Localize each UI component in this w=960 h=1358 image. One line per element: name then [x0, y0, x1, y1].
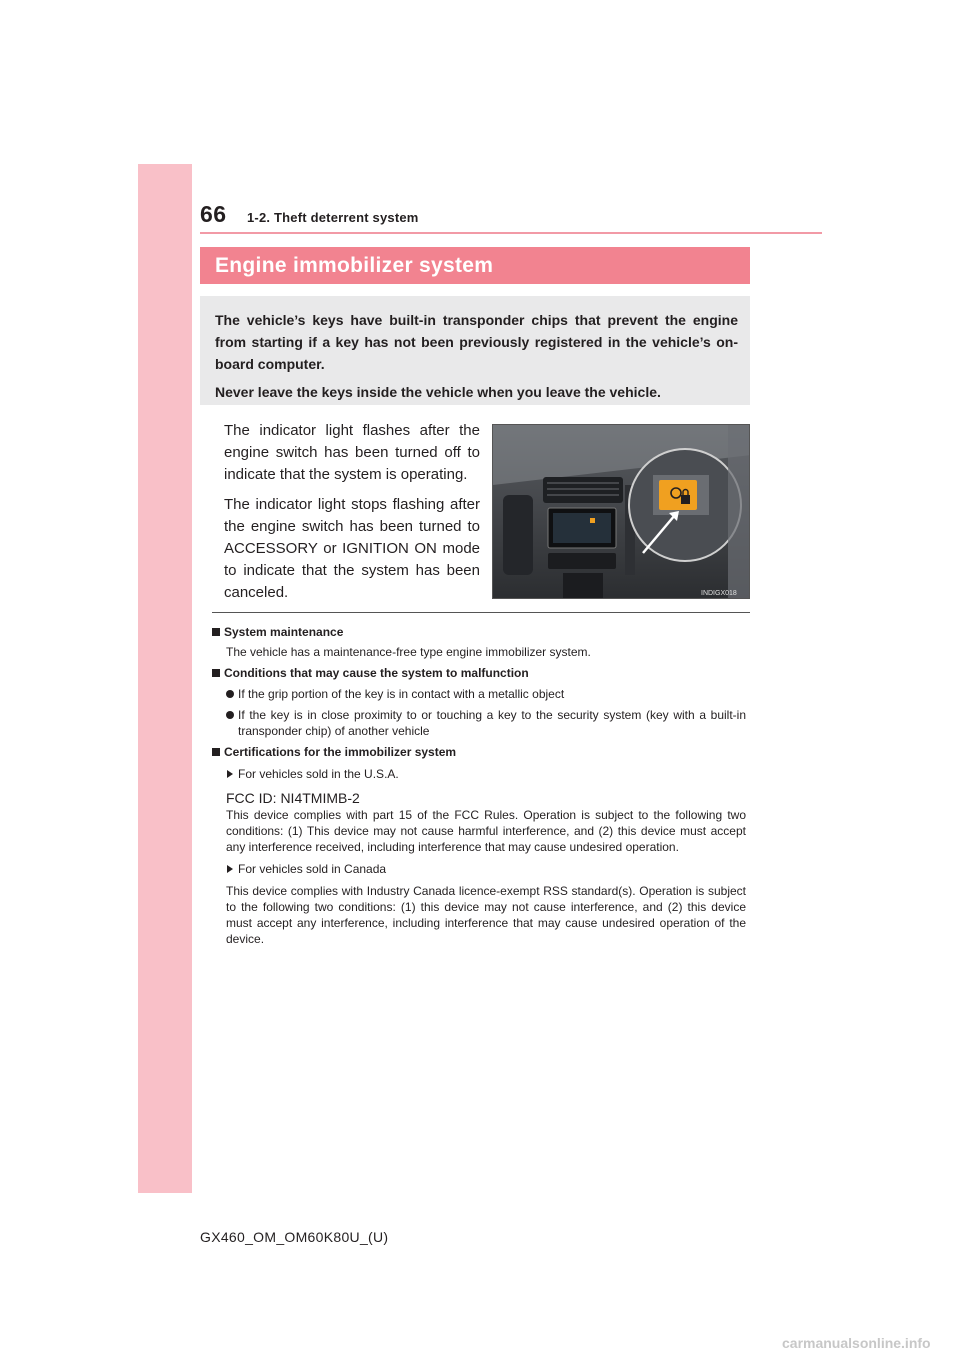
region-label-canada [212, 861, 746, 877]
note-heading-malfunction [212, 665, 746, 681]
fcc-id: FCC ID: NI4TMIMB-2 [226, 790, 360, 806]
circle-bullet-icon [226, 711, 234, 719]
page-number: 66 [200, 201, 227, 227]
note-heading-text: Conditions that may cause the system to malfunction [224, 666, 529, 680]
note-body: The vehicle has a maintenance-free type engine immobilizer system. [226, 645, 591, 659]
square-bullet-icon [212, 628, 220, 636]
dashboard-illustration [492, 424, 750, 599]
note-heading-certifications [212, 744, 746, 760]
triangle-bullet-icon [227, 865, 233, 873]
intro-box [200, 296, 750, 405]
indicator-light [659, 480, 697, 510]
intro-paragraph: The vehicle’s keys have built-in transponder chips that prevent the engine from starting if a key has not been previously registered in the vehicle’s on-board computer. [215, 312, 738, 372]
list-item [212, 686, 746, 702]
list-item [212, 707, 746, 739]
notes-section [212, 624, 746, 947]
title-bar [200, 247, 750, 284]
page-title: Engine immobilizer system [215, 254, 494, 277]
list-item-text: If the grip portion of the key is in contact with a metallic object [238, 687, 565, 701]
header-rule [200, 232, 822, 234]
fcc-statement: This device complies with part 15 of the FCC Rules. Operation is subject to the following two conditions: (1) This device may not cause harmful interference, and (2) this device must accept any interference received, including interference that may cause undesired operation. [226, 808, 746, 854]
note-heading-maintenance [212, 624, 746, 640]
triangle-bullet-icon [227, 770, 233, 778]
separator-rule [212, 612, 750, 613]
square-bullet-icon [212, 748, 220, 756]
note-heading-text: Certifications for the immobilizer system [224, 745, 457, 759]
description [224, 420, 480, 604]
list-item-text: If the key is in close proximity to or touching a key to the security system (key with a built-in transponder chip) of another vehicle [238, 708, 746, 738]
square-bullet-icon [212, 669, 220, 677]
watermark: carmanualsonline.info [782, 1335, 931, 1351]
note-heading-text: System maintenance [224, 625, 344, 639]
region-label-text: For vehicles sold in the U.S.A. [238, 767, 399, 781]
region-label-usa [212, 766, 746, 782]
section-label: 1-2. Theft deterrent system [247, 210, 419, 225]
side-tab-band [138, 164, 192, 1193]
region-label-text: For vehicles sold in Canada [238, 862, 387, 876]
footer-doc-code: GX460_OM_OM60K80U_(U) [200, 1229, 389, 1245]
description-paragraph: The indicator light stops flashing after the engine switch has been turned to ACCESSORY or IGNITION ON mode to indicate that the system has been canceled. [224, 496, 480, 601]
circle-bullet-icon [226, 690, 234, 698]
canada-statement: This device complies with Industry Canada licence-exempt RSS standard(s). Operation is subject to the following two conditions: (1) this device may not cause interference, and (2) this device must accept any interference, including interference that may cause undesired operation of the device. [226, 884, 746, 946]
intro-warning: Never leave the keys inside the vehicle when you leave the vehicle. [215, 384, 661, 400]
dashboard-illustration-svg [493, 425, 750, 599]
description-paragraph: The indicator light flashes after the engine switch has been turned off to indicate that the system is operating. [224, 422, 480, 483]
figure-code: INDIGX018 [701, 590, 737, 597]
